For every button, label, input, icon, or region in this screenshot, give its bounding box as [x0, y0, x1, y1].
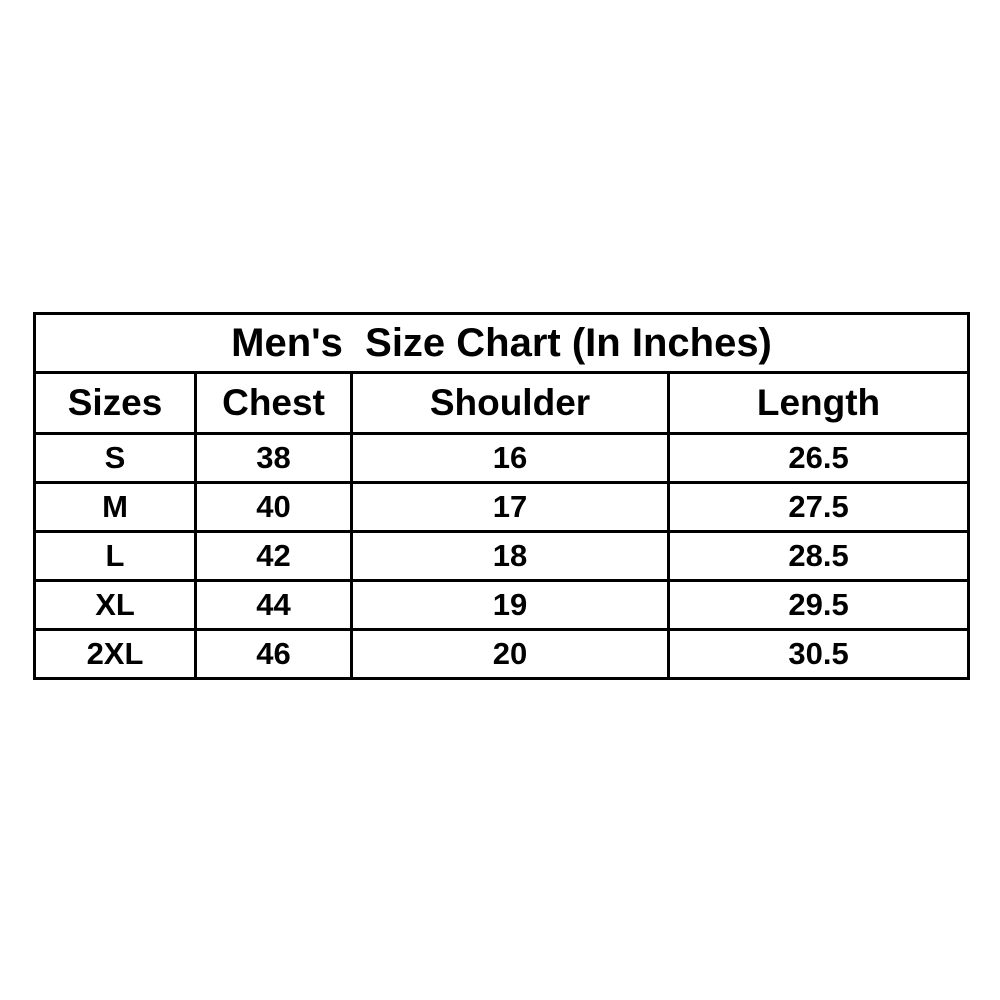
mens-size-chart-table [33, 312, 970, 680]
chest-value: 44 [196, 581, 352, 630]
table-row-xl [35, 581, 969, 630]
shoulder-value: 18 [352, 532, 669, 581]
size-value: L [35, 532, 196, 581]
chest-value: 38 [196, 434, 352, 483]
column-header-length: Length [669, 373, 969, 434]
size-value: S [35, 434, 196, 483]
table-row-s [35, 434, 969, 483]
shoulder-value: 17 [352, 483, 669, 532]
length-value: 27.5 [669, 483, 969, 532]
chest-value: 46 [196, 630, 352, 679]
size-value: M [35, 483, 196, 532]
chest-value: 40 [196, 483, 352, 532]
chest-value: 42 [196, 532, 352, 581]
table-row-2xl [35, 630, 969, 679]
column-header-sizes: Sizes [35, 373, 196, 434]
length-value: 29.5 [669, 581, 969, 630]
column-header-shoulder: Shoulder [352, 373, 669, 434]
column-header-chest: Chest [196, 373, 352, 434]
length-value: 26.5 [669, 434, 969, 483]
shoulder-value: 19 [352, 581, 669, 630]
header-row [35, 373, 969, 434]
size-value: XL [35, 581, 196, 630]
table-row-m [35, 483, 969, 532]
table-title: Men's Size Chart (In Inches) [35, 314, 969, 373]
length-value: 28.5 [669, 532, 969, 581]
title-row [35, 314, 969, 373]
shoulder-value: 16 [352, 434, 669, 483]
size-value: 2XL [35, 630, 196, 679]
shoulder-value: 20 [352, 630, 669, 679]
length-value: 30.5 [669, 630, 969, 679]
table-row-l [35, 532, 969, 581]
